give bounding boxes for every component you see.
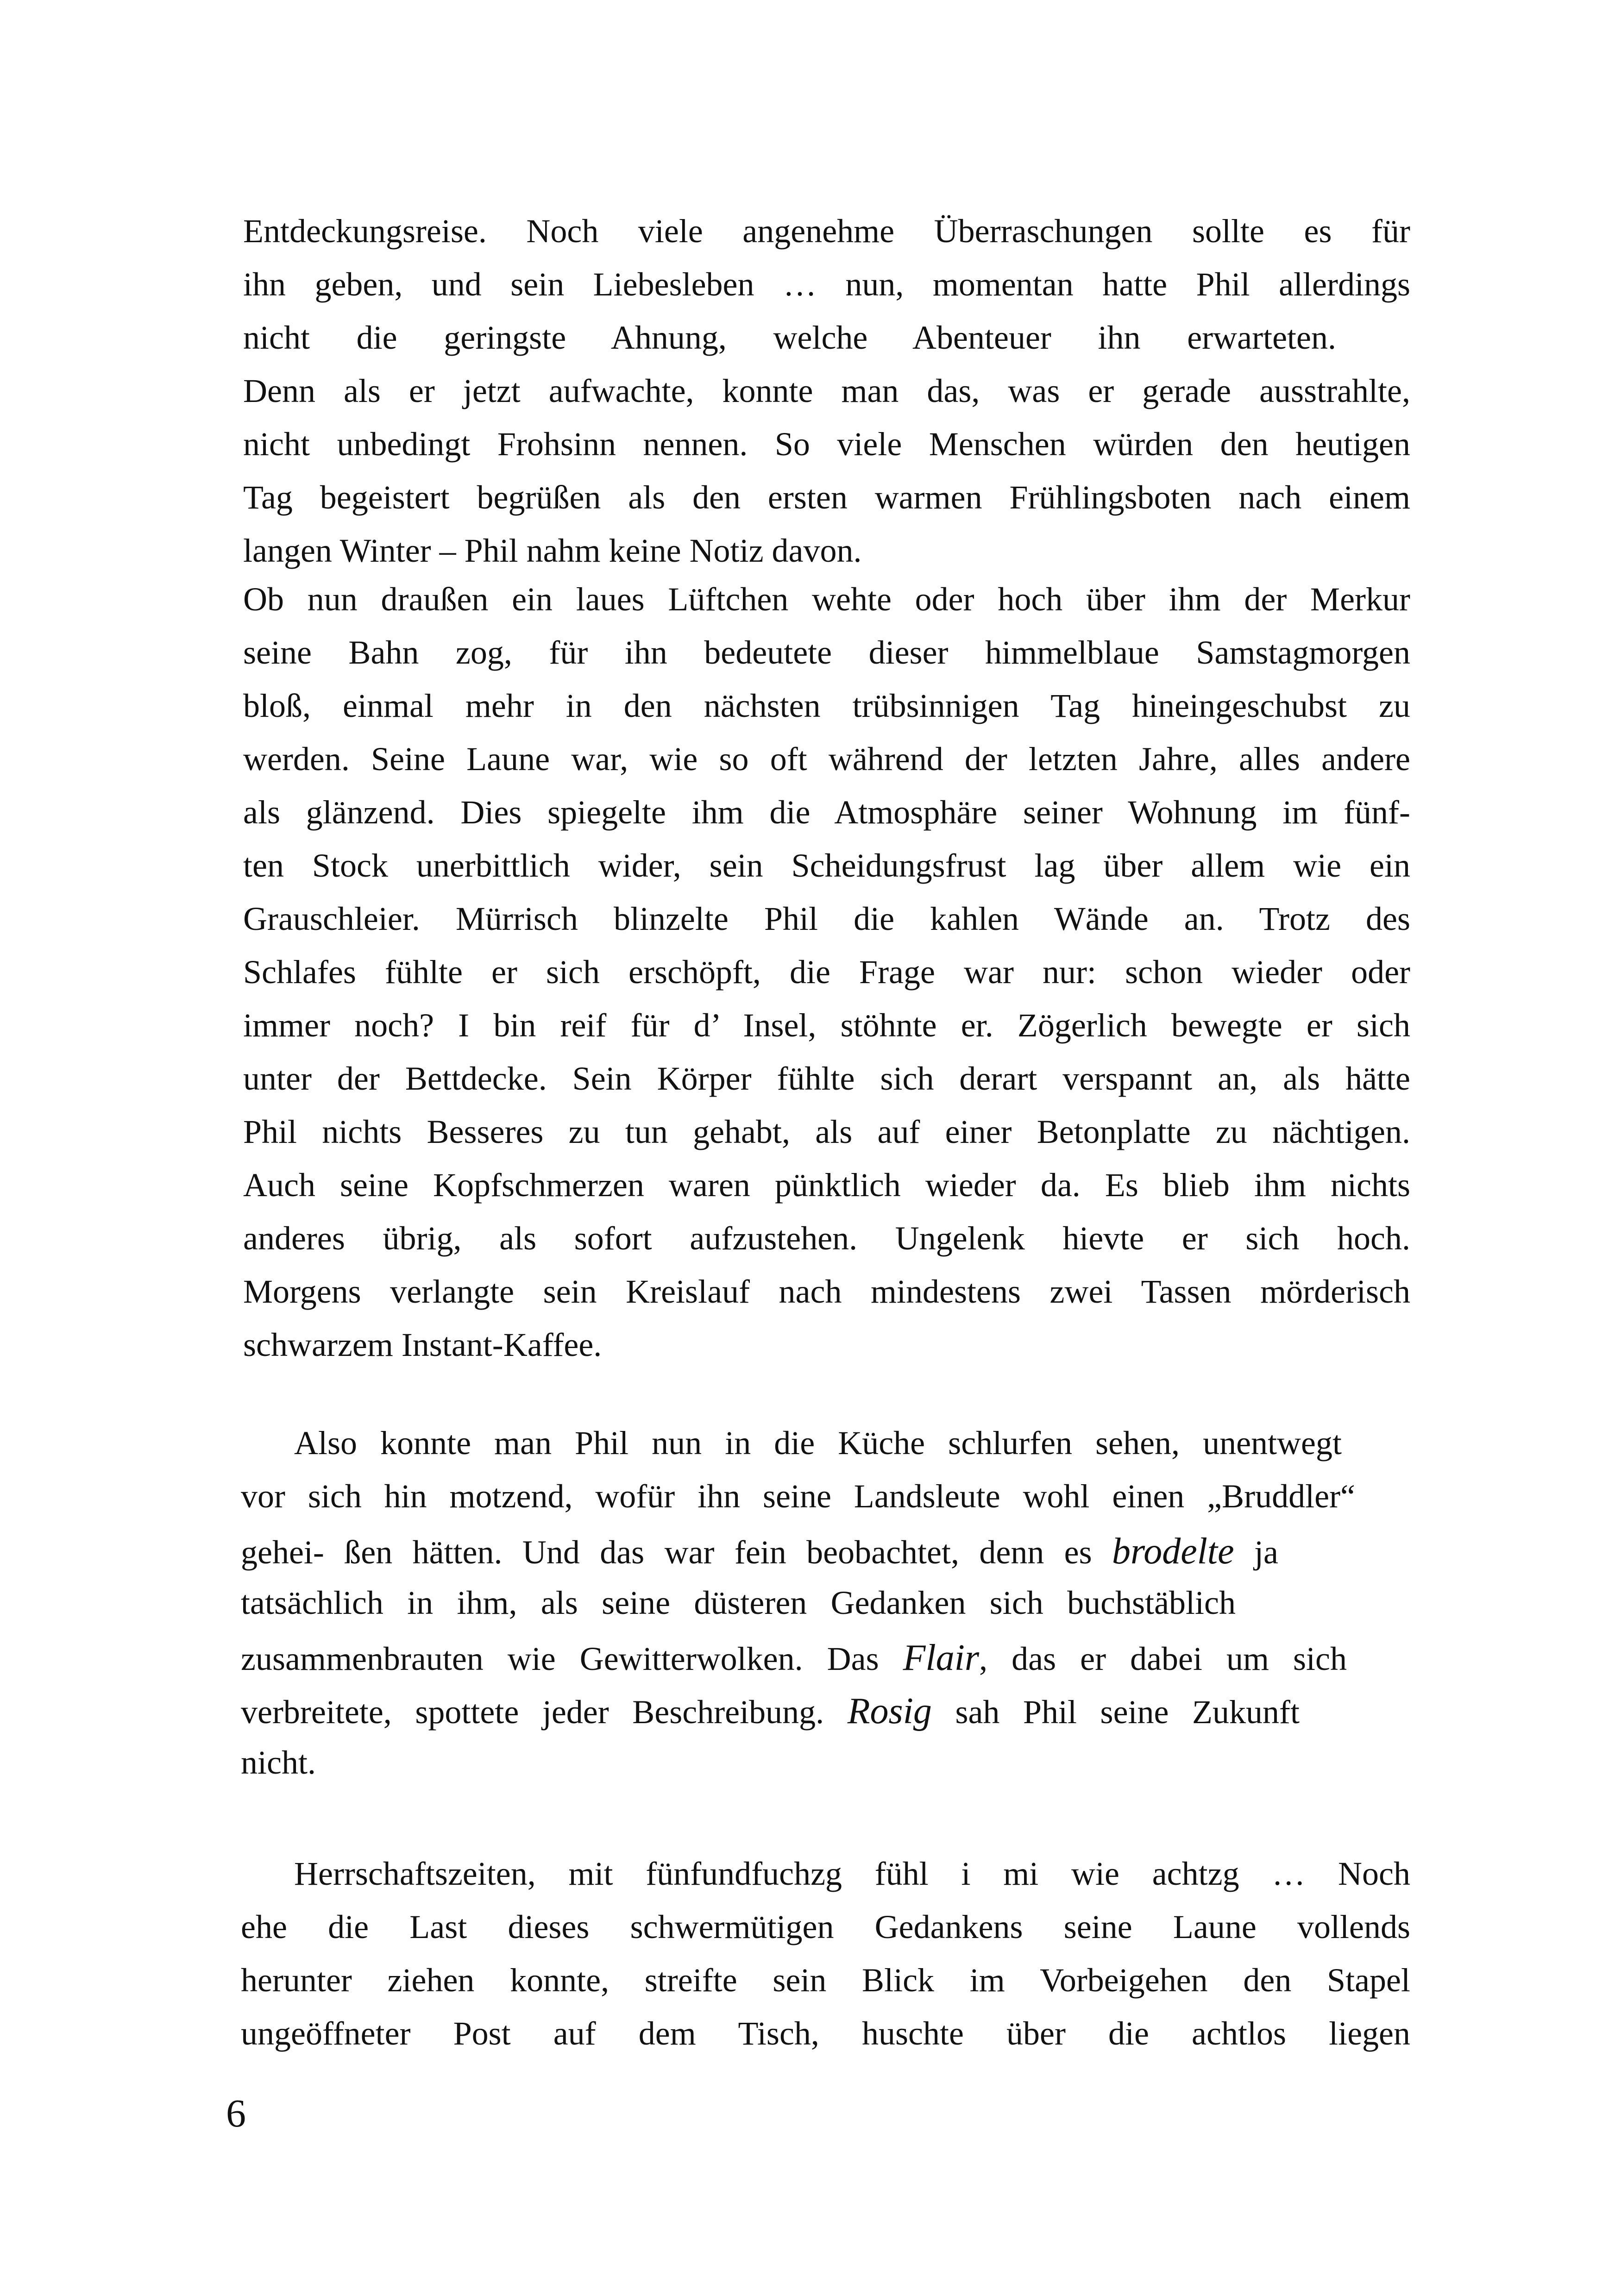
text-segment: verbreitete, spottete jeder Beschreibung. xyxy=(241,1694,848,1731)
emphasis-word: Rosig xyxy=(847,1691,932,1731)
text-segment: ja xyxy=(1234,1534,1278,1571)
text-line: immer noch? I bin reif für d’ Insel, stöhnte er. Zögerlich bewegte er sich xyxy=(243,1007,1410,1044)
text-line xyxy=(241,1693,1300,1730)
text-line: ten Stock unerbittlich wider, sein Scheidungsfrust lag über allem wie ein xyxy=(243,847,1410,884)
text-line: Entdeckungsreise. Noch viele angenehme Überraschungen sollte es für xyxy=(243,213,1410,250)
text-line: Herrschaftszeiten, mit fünfundfuchzg fühl i mi wie achtzg … Noch xyxy=(294,1855,1410,1892)
text-line: Morgens verlangte sein Kreislauf nach mindestens zwei Tassen mörderisch xyxy=(243,1273,1410,1310)
text-segment: zusammenbrauten wie Gewitterwolken. Das xyxy=(241,1640,903,1677)
text-line: nicht. xyxy=(241,1744,316,1781)
text-line: als glänzend. Dies spiegelte ihm die Atmosphäre seiner Wohnung im fünf- xyxy=(243,794,1410,831)
text-line: tatsächlich in ihm, als seine düsteren Gedanken sich buchstäblich xyxy=(241,1584,1236,1621)
text-line: werden. Seine Laune war, wie so oft während der letzten Jahre, alles andere xyxy=(243,740,1410,778)
text-segment: , das er dabei um sich xyxy=(979,1640,1347,1677)
text-line: unter der Bettdecke. Sein Körper fühlte sich derart verspannt an, als hätte xyxy=(243,1060,1410,1097)
text-line: ungeöffneter Post auf dem Tisch, huschte über die achtlos liegen xyxy=(241,2015,1410,2052)
text-line: Grauschleier. Mürrisch blinzelte Phil die kahlen Wände an. Trotz des xyxy=(243,900,1410,937)
emphasis-word: brodelte xyxy=(1112,1531,1234,1572)
text-line xyxy=(241,1639,1347,1676)
emphasis-word: Flair xyxy=(903,1637,980,1678)
text-segment: sah Phil seine Zukunft xyxy=(931,1694,1300,1731)
text-line: Tag begeistert begrüßen als den ersten warmen Frühlingsboten nach einem xyxy=(243,479,1410,516)
text-line: nicht unbedingt Frohsinn nennen. So viele Menschen würden den heutigen xyxy=(243,426,1410,463)
text-line: Also konnte man Phil nun in die Küche schlurfen sehen, unentwegt xyxy=(294,1424,1342,1462)
text-line: vor sich hin motzend, wofür ihn seine Landsleute wohl einen „Bruddler“ xyxy=(241,1478,1355,1515)
text-line: ihn geben, und sein Liebesleben … nun, momentan hatte Phil allerdings xyxy=(243,266,1410,303)
text-line: herunter ziehen konnte, streifte sein Blick im Vorbeigehen den Stapel xyxy=(241,1962,1410,1999)
text-line: seine Bahn zog, für ihn bedeutete dieser himmelblaue Samstagmorgen xyxy=(243,634,1410,671)
text-line: nicht die geringste Ahnung, welche Abenteuer ihn erwarteten. xyxy=(243,319,1336,356)
text-line: Ob nun draußen ein laues Lüftchen wehte oder hoch über ihm der Merkur xyxy=(243,581,1410,618)
text-line: schwarzem Instant-Kaffee. xyxy=(243,1326,602,1363)
page-number: 6 xyxy=(226,2091,246,2135)
text-line: ehe die Last dieses schwermütigen Gedankens seine Laune vollends xyxy=(241,1908,1410,1945)
text-line: Auch seine Kopfschmerzen waren pünktlich wieder da. Es blieb ihm nichts xyxy=(243,1167,1410,1204)
text-line xyxy=(241,1533,1278,1570)
text-line: Denn als er jetzt aufwachte, konnte man das, was er gerade ausstrahlte, xyxy=(243,372,1410,409)
text-line: Schlafes fühlte er sich erschöpft, die Frage war nur: schon wieder oder xyxy=(243,954,1410,991)
text-line: bloß, einmal mehr in den nächsten trübsinnigen Tag hineingeschubst zu xyxy=(243,687,1410,724)
text-line: anderes übrig, als sofort aufzustehen. Ungelenk hievte er sich hoch. xyxy=(243,1220,1410,1257)
text-segment: gehei- ßen hätten. Und das war fein beobachtet, denn es xyxy=(241,1534,1112,1571)
text-line: Phil nichts Besseres zu tun gehabt, als auf einer Betonplatte zu nächtigen. xyxy=(243,1113,1410,1150)
text-line: langen Winter – Phil nahm keine Notiz davon. xyxy=(243,532,862,569)
